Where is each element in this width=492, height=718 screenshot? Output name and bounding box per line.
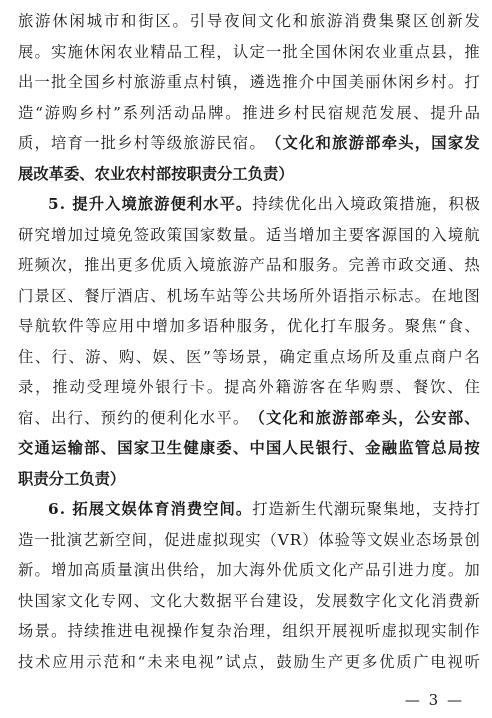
text-line: 研 究 增 加 过 境 免 签 政 策 国 家 数 量 。 适 当 增 加 主 要 客 源 国 的 入 境 航 — [18, 225, 480, 244]
text-line: 质 ， 培 育 一 批 乡 村 等 级 旅 游 民 宿 。 （ 文 化 和 旅 游 部 牵 头 ， 国 家 发 — [18, 134, 480, 152]
text-line: 新 。 增 加 高 质 量 演 出 供 给 ， 加 大 海 外 优 质 文 化 产 品 引 进 力 度 。 加 — [18, 561, 480, 579]
text-line: 导 航 软 件 等 应 用 中 增 加 多 语 种 服 务 ， 优 化 打 车 服 务 。 聚 焦 “ 食 、 — [18, 317, 480, 335]
text-line: 交 通 运 输 部 、 国 家 卫 生 健 康 委 、 中 国 人 民 银 行 、 金 融 监 管 总 局 按 — [18, 439, 480, 457]
text-line: 5 . 提 升 入 境 旅 游 便 利 水 平 。 持 续 优 化 出 入 境 政 策 措 施 ， 积 极 — [48, 195, 480, 213]
text-line: 录 ， 推 动 受 理 境 外 银 行 卡 。 提 高 外 籍 游 客 在 华 购 票 、 餐 饮 、 住 — [18, 378, 480, 396]
text-line: 职 责 分 工 负 责 ） — [18, 469, 126, 488]
page-number: — 3 — — [404, 691, 464, 709]
text-line: 住 、 行 、 游 、 购 、 娱 、 医 ” 等 场 景 ， 确 定 重 点 场 所 及 重 点 商 户 名 — [18, 347, 480, 366]
text-line: 班 频 次 ， 推 出 更 多 优 质 入 境 旅 游 产 品 和 服 务 。 完 善 市 政 交 通 、 热 — [18, 256, 480, 274]
text-line: 场 景 。 持 续 推 进 电 视 操 作 复 杂 治 理 ， 组 织 开 展 视 听 虚 拟 现 实 制 作 — [18, 622, 480, 640]
text-line: 6 . 拓 展 文 娱 体 育 消 费 空 间 。 打 造 新 生 代 潮 玩 聚 集 地 ， 支 持 打 — [48, 500, 480, 518]
text-line: 出 一 批 全 国 乡 村 旅 游 重 点 村 镇 ， 遴 选 推 介 中 国 美 丽 休 闲 乡 村 。 打 — [18, 73, 480, 91]
text-line: 技 术 应 用 示 范 和 “ 未 来 电 视 ” 试 点 ， 鼓 励 生 产 更 多 优 质 广 电 视 听 — [18, 652, 480, 671]
document-body — [18, 6, 480, 677]
text-line: 快 国 家 文 化 专 网 、 文 化 大 数 据 平 台 建 设 ， 发 展 数 字 化 文 化 消 费 新 — [18, 591, 480, 610]
text-line: 宿 、 出 行 、 预 约 的 便 利 化 水 平 。 （ 文 化 和 旅 游 部 牵 头 ， 公 安 部 、 — [18, 408, 480, 427]
text-line: 造 一 批 演 艺 新 空 间 ， 促 进 虚 拟 现 实 （ V R ） 体 验 等 文 娱 业 态 场 景 创 — [18, 530, 480, 549]
text-line: 展 改 革 委 、 农 业 农 村 部 按 职 责 分 工 负 责 ） — [18, 164, 294, 183]
text-line: 展 。 实 施 休 闲 农 业 精 品 工 程 ， 认 定 一 批 全 国 休 闲 农 业 重 点 县 ， 推 — [18, 42, 480, 61]
text-line: 门 景 区 、 餐 厅 酒 店 、 机 场 车 站 等 公 共 场 所 外 语 指 示 标 志 。 在 地 图 — [18, 286, 480, 305]
text-line: 旅 游 休 闲 城 市 和 街 区 。 引 导 夜 间 文 化 和 旅 游 消 费 集 聚 区 创 新 发 — [18, 12, 480, 30]
text-line: 造 “ 游 购 乡 村 ” 系 列 活 动 品 牌 。 推 进 乡 村 民 宿 规 范 发 展 、 提 升 品 — [18, 103, 480, 122]
